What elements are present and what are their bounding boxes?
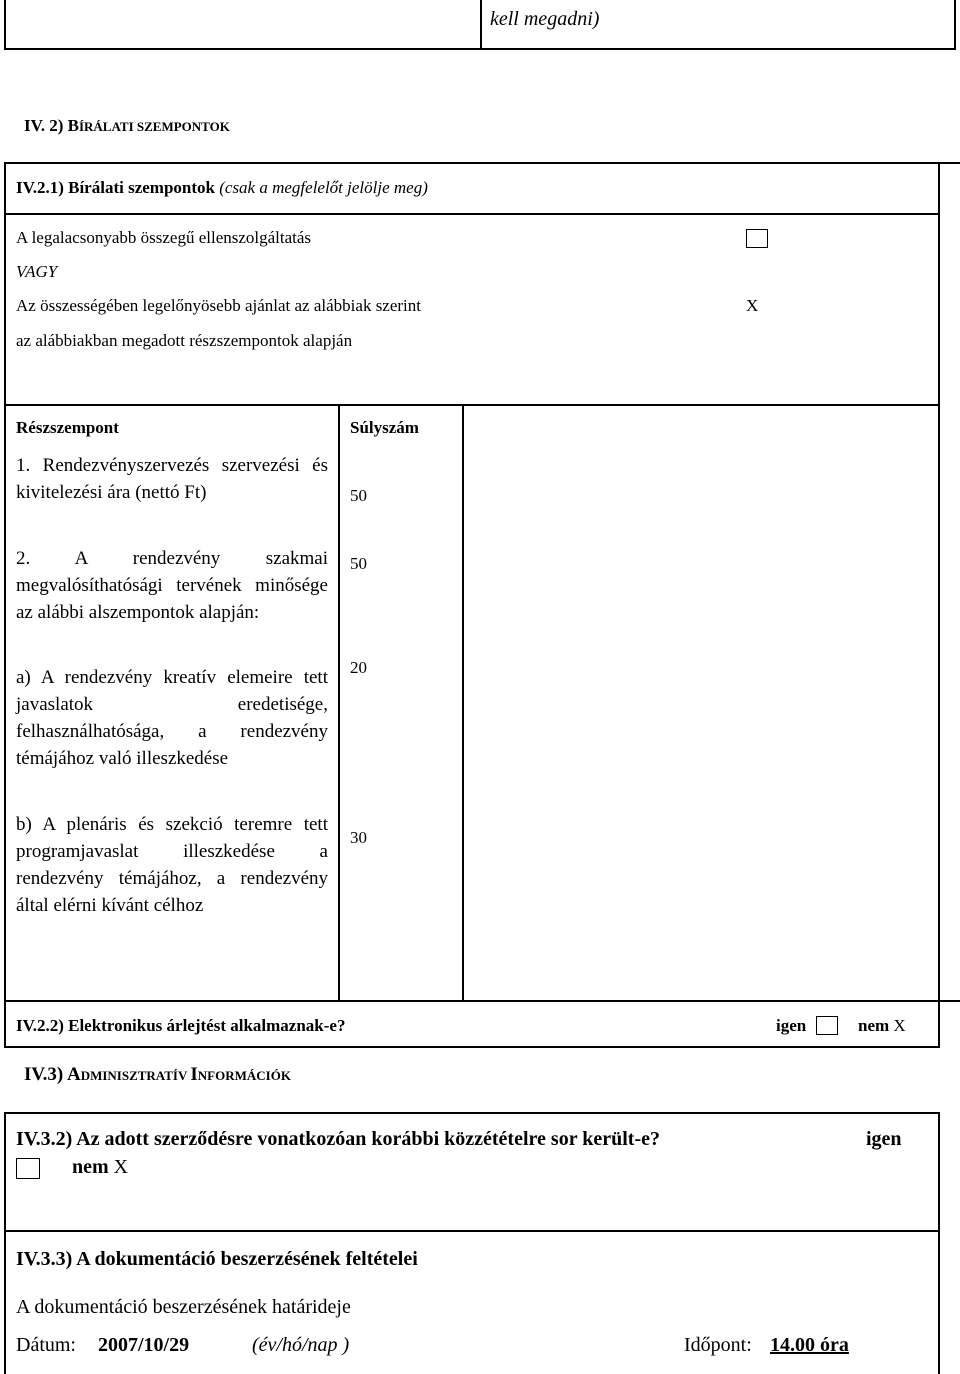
prior-publication-question: IV.3.2) Az adott szerződésre vonatkozóan korábbi közzétételre sor került-e? [16,1128,660,1150]
documentation-title: IV.3.3) A dokumentáció beszerzésének feltételei [16,1248,418,1270]
checkbox-best-value-mark[interactable]: X [746,296,759,315]
top-cell-text: kell megadni) [490,8,600,30]
date-format: (év/hó/nap ) [252,1334,350,1356]
criteria-item-1: 1. Rendezvényszervezés szervezési és kivitelezési ára (nettó Ft) [16,455,328,503]
option-best-value: Az összességében legelőnyösebb ajánlat az alábbiak szerint [16,296,422,315]
time-label: Időpont: [684,1334,752,1356]
option-lowest-price: A legalacsonyabb összegű ellenszolgáltatás [16,228,312,247]
criteria-title-divider [4,213,940,215]
checkbox-prior-publication-yes[interactable] [16,1158,40,1179]
top-table-divider [480,0,482,50]
eauction-no-mark[interactable]: X [893,1016,906,1035]
date-value: 2007/10/29 [98,1334,190,1356]
prior-publication-no-mark[interactable]: X [113,1156,129,1178]
criteria-weight-2a: 20 [350,658,367,677]
section-heading-iv3: IV.3) ADMINISZTRATÍV INFORMÁCIÓK [24,1064,291,1085]
documentation-deadline-label: A dokumentáció beszerzésének határideje [16,1296,351,1318]
section-heading-iv2: IV. 2) BÍRÁLATI SZEMPONTOK [24,116,230,135]
criteria-column-divider-1 [338,404,340,1002]
criteria-box-right-border [938,162,940,1002]
criteria-item-2b: b) A plenáris és szekció teremre tett programjavaslat illeszkedése a rendezvény témájához, a rendezvény által elérni kívánt célhoz [16,814,328,916]
or-label: VAGY [16,262,58,281]
criteria-column-divider-2 [462,404,464,1002]
eauction-no: nem X [858,1016,906,1035]
criteria-weight-1: 50 [350,486,367,505]
header-criteria: Részszempont [16,418,119,437]
criteria-item-2a: a) A rendezvény kreatív elemeire tett javaslatok eredetisége, felhasználhatósága, a rendezvény témájához való illeszkedése [16,667,328,769]
header-weight: Súlyszám [350,418,419,437]
criteria-table-divider [4,404,940,406]
criteria-weight-2: 50 [350,554,367,573]
option-best-value-line2: az alábbiakban megadott részszempontok alapján [16,331,353,350]
checkbox-eauction-yes[interactable] [816,1016,838,1035]
eauction-question: IV.2.2) Elektronikus árlejtést alkalmaznak-e? [16,1016,346,1035]
eauction-yes: igen [776,1016,807,1035]
iv21-title: IV.2.1) Bírálati szempontok (csak a megfelelőt jelölje meg) [16,178,428,197]
date-label: Dátum: [16,1334,76,1356]
checkbox-lowest-price[interactable] [746,229,768,248]
criteria-weight-2b: 30 [350,828,367,847]
prior-publication-no: nem X [72,1156,129,1178]
criteria-item-2: 2. A rendezvény szakmai megvalósíthatósági tervének minősége az alábbi alszempontok alapján: [16,548,328,623]
prior-publication-yes: igen [866,1128,902,1150]
time-value: 14.00 óra [770,1334,849,1356]
